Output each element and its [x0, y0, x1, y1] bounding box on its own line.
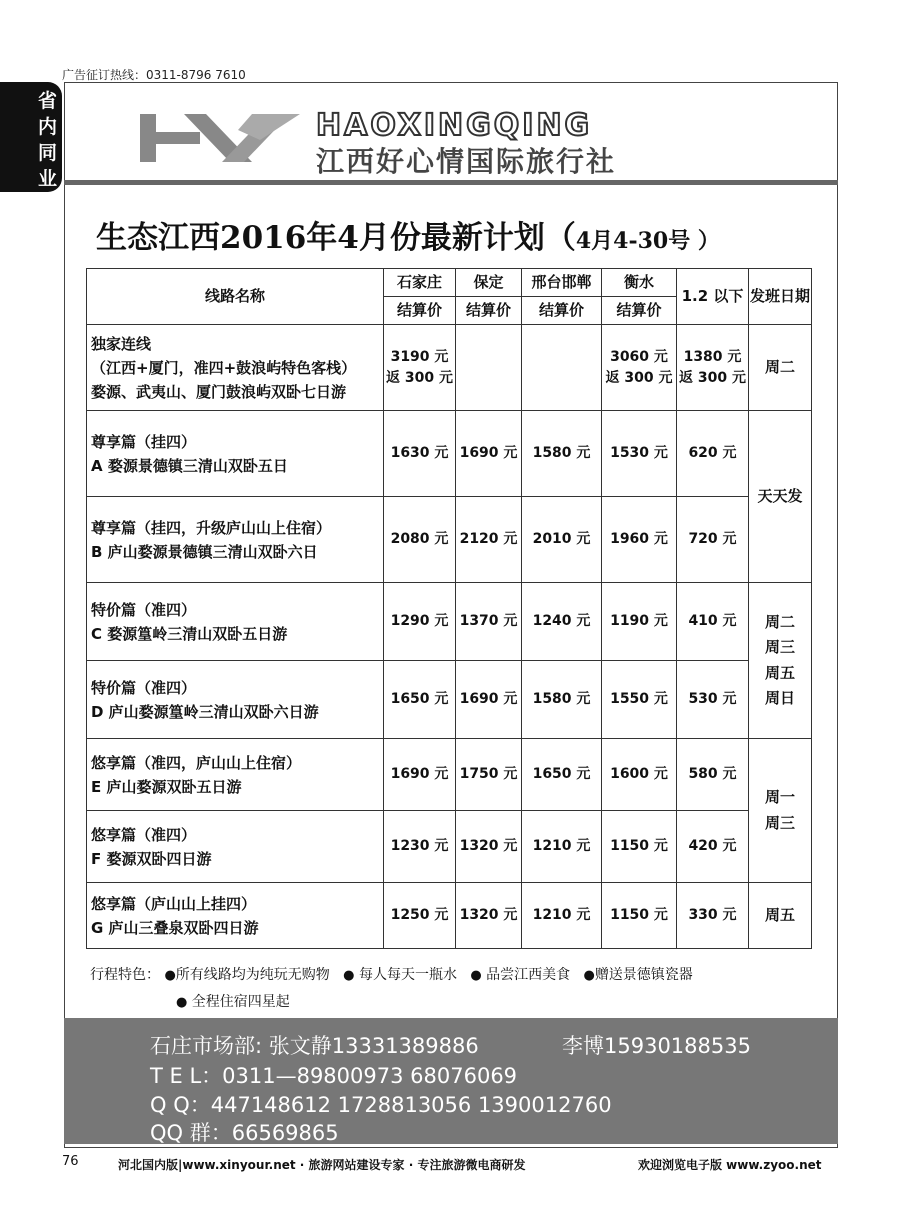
price-cell: 1690 元: [456, 661, 522, 739]
footer-publisher: 河北国内版|www.xinyour.net · 旅游网站建设专家 · 专注旅游微电商研发: [118, 1158, 526, 1172]
price-cell: 1750 元: [456, 739, 522, 811]
price-cell: 1320 元: [456, 883, 522, 949]
route-line: 独家连线: [91, 334, 152, 353]
header-city: 衡水: [602, 269, 677, 297]
route-line: 悠享篇（准四，庐山山上住宿）: [91, 753, 302, 772]
price-cell: 1960 元: [602, 497, 677, 583]
price-cell: 1240 元: [522, 583, 602, 661]
footer-website: 欢迎浏览电子版 www.zyoo.net: [638, 1158, 822, 1172]
price-cell: 1230 元: [384, 811, 456, 883]
route-line: 悠享篇（庐山山上挂四）: [91, 894, 257, 913]
depart-cell: 周二 周三 周五 周日: [749, 583, 812, 739]
route-cell: [87, 497, 384, 583]
price-cell: 620 元: [677, 411, 749, 497]
route-line: A 婺源景德镇三清山双卧五日: [91, 456, 288, 475]
table-row: [87, 739, 812, 811]
feature-item: 全程住宿四星起: [191, 994, 290, 1010]
header-child: 1.2 以下: [677, 269, 749, 325]
route-line: 悠享篇（准四）: [91, 825, 197, 844]
price-cell: 330 元: [677, 883, 749, 949]
route-line: 特价篇（准四）: [91, 600, 197, 619]
hx-logo-icon: [140, 110, 300, 166]
header-rule: [64, 180, 838, 185]
contact-qq-group: QQ 群：66569865: [150, 1121, 339, 1145]
route-line: D 庐山婺源篁岭三清山双卧六日游: [91, 702, 319, 721]
header-city: 石家庄: [384, 269, 456, 297]
brand-name-cn: 江西好心情国际旅行社: [316, 145, 617, 178]
route-cell: [87, 411, 384, 497]
route-line: 婺源、武夷山、厦门鼓浪屿双卧七日游: [91, 382, 347, 401]
plan-date-range: 4月4-30号 ）: [575, 228, 720, 254]
header-settle: 结算价: [456, 297, 522, 325]
price-cell: 580 元: [677, 739, 749, 811]
route-cell: [87, 739, 384, 811]
route-line: 特价篇（准四）: [91, 678, 197, 697]
route-line: 尊享篇（挂四）: [91, 432, 197, 451]
price-cell: 720 元: [677, 497, 749, 583]
price-cell: 1530 元: [602, 411, 677, 497]
table-row: [87, 661, 812, 739]
price-cell: 1580 元: [522, 661, 602, 739]
contact-market: 石庄市场部: 张文静13331389886: [150, 1034, 479, 1058]
depart-cell: 周二: [749, 325, 812, 411]
price-cell: 3190 元 返 300 元: [384, 325, 456, 411]
price-cell: 1250 元: [384, 883, 456, 949]
route-cell: [87, 883, 384, 949]
route-line: 尊享篇（挂四，升级庐山山上住宿）: [91, 518, 332, 537]
price-cell: 1370 元: [456, 583, 522, 661]
price-cell: 1580 元: [522, 411, 602, 497]
header-city: 邢台邯郸: [522, 269, 602, 297]
table-row: [87, 883, 812, 949]
price-cell: 1380 元 返 300 元: [677, 325, 749, 411]
feature-item: 所有线路均为纯玩无购物: [175, 967, 330, 983]
price-cell: 3060 元 返 300 元: [602, 325, 677, 411]
price-cell: 1650 元: [522, 739, 602, 811]
header-settle: 结算价: [522, 297, 602, 325]
price-cell: 1210 元: [522, 811, 602, 883]
price-cell: 2010 元: [522, 497, 602, 583]
table-row: [87, 497, 812, 583]
contact-market-2: 李博15930188535: [562, 1034, 751, 1058]
table-row: [87, 411, 812, 497]
price-cell: 1550 元: [602, 661, 677, 739]
route-line: E 庐山婺源双卧五日游: [91, 777, 242, 796]
header-settle: 结算价: [384, 297, 456, 325]
price-cell: 420 元: [677, 811, 749, 883]
route-line: B 庐山婺源景德镇三清山双卧六日: [91, 542, 318, 561]
price-cell: 1630 元: [384, 411, 456, 497]
side-tab-char: 同: [38, 142, 58, 164]
route-cell: [87, 583, 384, 661]
contact-panel: [64, 1018, 838, 1144]
price-cell: 530 元: [677, 661, 749, 739]
price-cell: 1210 元: [522, 883, 602, 949]
plan-title-text: 生态江西2016年4月份最新计划（: [96, 220, 576, 256]
plan-title: [96, 212, 720, 257]
side-tab-char: 内: [38, 116, 58, 138]
price-cell: 1690 元: [384, 739, 456, 811]
table-row: [87, 811, 812, 883]
route-line: F 婺源双卧四日游: [91, 849, 212, 868]
route-line: C 婺源篁岭三清山双卧五日游: [91, 624, 288, 643]
side-tab-char: 业: [38, 168, 58, 190]
table-row: [87, 325, 812, 411]
header-depart: 发班日期: [749, 269, 812, 325]
route-cell: [87, 661, 384, 739]
depart-cell: 周一 周三: [749, 739, 812, 883]
route-line: G 庐山三叠泉双卧四日游: [91, 918, 259, 937]
price-cell: 410 元: [677, 583, 749, 661]
price-cell: 1600 元: [602, 739, 677, 811]
ad-hotline: 广告征订热线：0311-8796 7610: [62, 68, 246, 82]
price-cell: 1320 元: [456, 811, 522, 883]
features: 行程特色： ●所有线路均为纯玩无购物 ● 每人每天一瓶水 ● 品尝江西美食 ●赠送景德镇瓷器 ● 全程住宿四星起: [90, 967, 693, 1010]
brand-name-en: HAOXINGQING: [316, 108, 593, 143]
page-number: 76: [62, 1154, 79, 1169]
price-table: [86, 268, 812, 949]
header-city: 保定: [456, 269, 522, 297]
header-route: 线路名称: [87, 269, 384, 325]
feature-item: 每人每天一瓶水: [358, 967, 457, 983]
price-cell: 2120 元: [456, 497, 522, 583]
contact-tel: T E L：0311—89800973 68076069: [150, 1064, 518, 1088]
price-cell: 1190 元: [602, 583, 677, 661]
header-settle: 结算价: [602, 297, 677, 325]
feature-item: 品尝江西美食: [486, 967, 571, 983]
price-cell: [456, 325, 522, 411]
depart-cell: 天天发: [749, 411, 812, 583]
contact-qq: Q Q：447148612 1728813056 1390012760: [150, 1093, 612, 1117]
price-cell: 1650 元: [384, 661, 456, 739]
route-cell: [87, 811, 384, 883]
price-cell: 2080 元: [384, 497, 456, 583]
price-cell: [522, 325, 602, 411]
route-cell: [87, 325, 384, 411]
route-line: （江西+厦门，准四+鼓浪屿特色客栈）: [91, 358, 357, 377]
table-row: [87, 583, 812, 661]
features-label: 行程特色：: [90, 967, 160, 983]
feature-item: 赠送景德镇瓷器: [594, 967, 693, 983]
side-tab-char: 省: [38, 90, 58, 112]
price-cell: 1290 元: [384, 583, 456, 661]
price-cell: 1150 元: [602, 883, 677, 949]
side-section-tab: [0, 82, 62, 192]
depart-cell: 周五: [749, 883, 812, 949]
price-cell: 1150 元: [602, 811, 677, 883]
price-cell: 1690 元: [456, 411, 522, 497]
